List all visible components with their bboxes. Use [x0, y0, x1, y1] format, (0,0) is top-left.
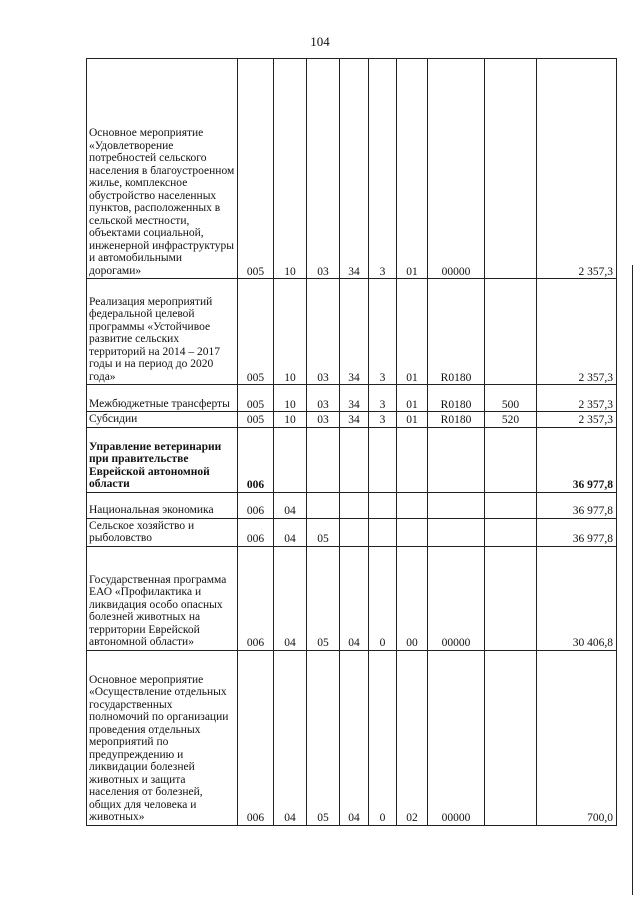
code-cell-c2: 10: [274, 385, 307, 412]
code-cell-c5: [369, 518, 397, 546]
table-row: [87, 279, 617, 385]
code-cell-c4: 04: [340, 546, 369, 650]
code-cell-c5: 3: [369, 59, 397, 279]
table-row: [87, 518, 617, 546]
code-cell-c2: 10: [274, 279, 307, 385]
code-cell-c1: 006: [238, 492, 274, 518]
code-cell-c3: 03: [307, 385, 340, 412]
code-cell-c8: [485, 650, 537, 825]
code-cell-c7: [428, 492, 485, 518]
code-cell-c2: 04: [274, 492, 307, 518]
row-name: Субсидии: [87, 412, 238, 428]
code-cell-c4: [340, 518, 369, 546]
code-cell-c3: 05: [307, 546, 340, 650]
code-cell-c3: 03: [307, 279, 340, 385]
table-row: [87, 385, 617, 412]
code-cell-c7: [428, 518, 485, 546]
code-cell-c7: R0180: [428, 385, 485, 412]
code-cell-c6: [397, 518, 428, 546]
code-cell-c7: [428, 427, 485, 492]
row-sum: 36 977,8: [537, 492, 617, 518]
budget-table: [86, 58, 617, 826]
code-cell-c6: 01: [397, 279, 428, 385]
code-cell-c8: [485, 492, 537, 518]
code-cell-c1: 005: [238, 412, 274, 428]
code-cell-c2: 04: [274, 546, 307, 650]
row-sum: 2 357,3: [537, 279, 617, 385]
table-row: [87, 427, 617, 492]
row-sum: 36 977,8: [537, 518, 617, 546]
code-cell-c3: 05: [307, 650, 340, 825]
code-cell-c6: 01: [397, 385, 428, 412]
row-sum: 2 357,3: [537, 59, 617, 279]
margin-line: [632, 265, 633, 895]
row-name: Государственная программа ЕАО «Профилактика и ликвидация особо опасных болезней животных на территории Еврейской автономной области»: [87, 546, 238, 650]
code-cell-c4: 34: [340, 279, 369, 385]
code-cell-c6: 01: [397, 412, 428, 428]
code-cell-c5: 3: [369, 385, 397, 412]
code-cell-c5: [369, 492, 397, 518]
code-cell-c2: 04: [274, 518, 307, 546]
code-cell-c7: R0180: [428, 412, 485, 428]
code-cell-c3: [307, 427, 340, 492]
code-cell-c8: [485, 427, 537, 492]
table-row: [87, 59, 617, 279]
code-cell-c8: 500: [485, 385, 537, 412]
code-cell-c7: 00000: [428, 59, 485, 279]
code-cell-c2: [274, 427, 307, 492]
code-cell-c7: 00000: [428, 650, 485, 825]
table-row: [87, 650, 617, 825]
row-name: Межбюджетные трансферты: [87, 385, 238, 412]
code-cell-c6: 00: [397, 546, 428, 650]
table-row: [87, 546, 617, 650]
code-cell-c1: 005: [238, 279, 274, 385]
code-cell-c4: 04: [340, 650, 369, 825]
code-cell-c8: [485, 518, 537, 546]
code-cell-c7: 00000: [428, 546, 485, 650]
page-number: 104: [310, 34, 330, 49]
code-cell-c1: 006: [238, 650, 274, 825]
code-cell-c5: 3: [369, 279, 397, 385]
code-cell-c5: 3: [369, 412, 397, 428]
row-name: Сельское хозяйство и рыболовство: [87, 518, 238, 546]
row-name: Управление ветеринарии при правительстве Еврейской автономной области: [87, 427, 238, 492]
code-cell-c3: 05: [307, 518, 340, 546]
code-cell-c8: 520: [485, 412, 537, 428]
code-cell-c1: 006: [238, 518, 274, 546]
row-name: Национальная экономика: [87, 492, 238, 518]
row-sum: 2 357,3: [537, 385, 617, 412]
code-cell-c5: 0: [369, 650, 397, 825]
code-cell-c1: 006: [238, 546, 274, 650]
code-cell-c8: [485, 546, 537, 650]
code-cell-c7: R0180: [428, 279, 485, 385]
code-cell-c1: 006: [238, 427, 274, 492]
code-cell-c6: 02: [397, 650, 428, 825]
code-cell-c3: [307, 492, 340, 518]
code-cell-c4: 34: [340, 412, 369, 428]
row-name: Основное мероприятие «Удовлетворение потребностей сельского населения в благоустроенном жилье, комплексное обустройство населенных пунктов, расположенных в сельской местности, объектами социальной, инженерной инфраструктуры и автомобильными дорогами»: [87, 59, 238, 279]
code-cell-c6: [397, 492, 428, 518]
row-sum: 2 357,3: [537, 412, 617, 428]
row-name: Реализация мероприятий федеральной целевой программы «Устойчивое развитие сельских территорий на 2014 – 2017 годы и на период до 2020 года»: [87, 279, 238, 385]
row-sum: 36 977,8: [537, 427, 617, 492]
code-cell-c1: 005: [238, 59, 274, 279]
code-cell-c5: [369, 427, 397, 492]
code-cell-c8: [485, 59, 537, 279]
code-cell-c3: 03: [307, 412, 340, 428]
row-name: Основное мероприятие «Осуществление отдельных государственных полномочий по организации проведения отдельных мероприятий по предупреждению и ликвидации болезней животных и защита населения от болезней, общих для человека и животных»: [87, 650, 238, 825]
code-cell-c6: 01: [397, 59, 428, 279]
code-cell-c5: 0: [369, 546, 397, 650]
code-cell-c4: 34: [340, 59, 369, 279]
code-cell-c6: [397, 427, 428, 492]
code-cell-c4: [340, 427, 369, 492]
code-cell-c2: 10: [274, 59, 307, 279]
code-cell-c1: 005: [238, 385, 274, 412]
code-cell-c4: [340, 492, 369, 518]
table-row: [87, 412, 617, 428]
table-row: [87, 492, 617, 518]
code-cell-c3: 03: [307, 59, 340, 279]
row-sum: 30 406,8: [537, 546, 617, 650]
code-cell-c8: [485, 279, 537, 385]
code-cell-c2: 10: [274, 412, 307, 428]
code-cell-c4: 34: [340, 385, 369, 412]
row-sum: 700,0: [537, 650, 617, 825]
code-cell-c2: 04: [274, 650, 307, 825]
